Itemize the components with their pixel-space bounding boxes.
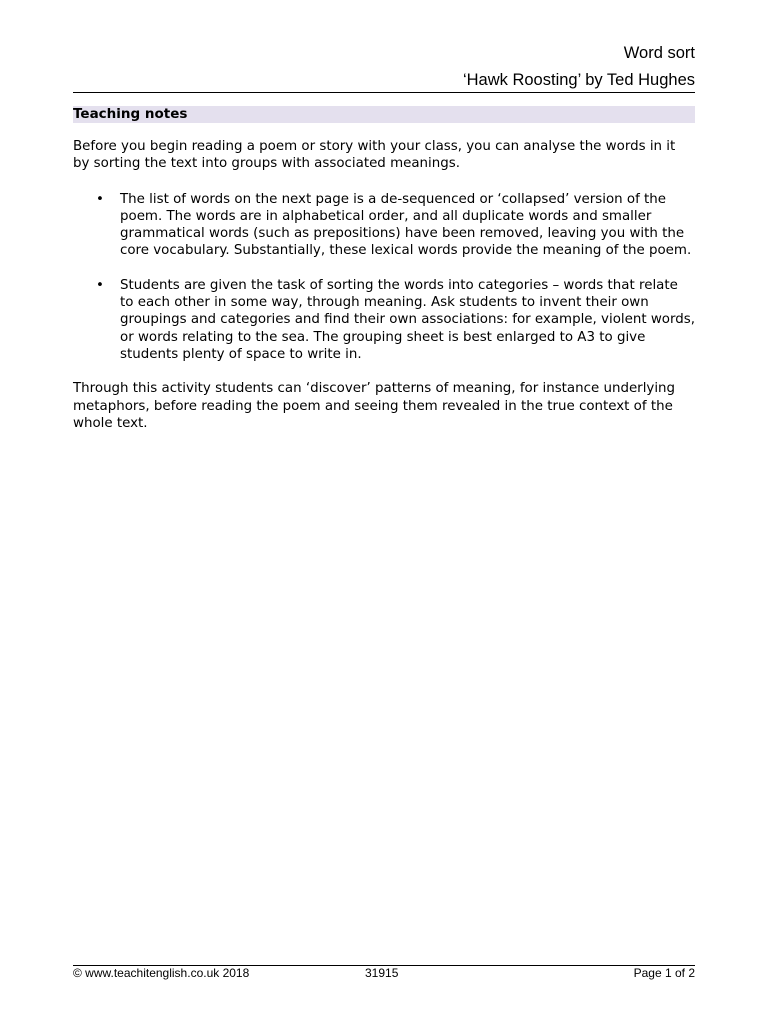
list-item (73, 277, 695, 363)
copyright-link[interactable]: © www.teachitenglish.co.uk 2018 (73, 966, 250, 980)
list-item-text: The list of words on the next page is a de-sequenced or ‘collapsed’ version of the poem. The words are in alphabetical order, and all duplicate words and smaller grammatical words (such as prepositions) have been removed, leaving you with the core vocabulary. Substantially, these lexical words provide the meaning of the poem. (120, 191, 692, 259)
list-item-text: Students are given the task of sorting the words into categories – words that relate to each other in some way, through meaning. Ask students to invent their own groupings and categories and find their own associations: for example, violent words, or words relating to the sea. The grouping sheet is best enlarged to A3 to give students plenty of space to write in. (120, 277, 695, 362)
resource-code: 31915 (365, 966, 399, 980)
page-number: Page 1 of 2 (633, 966, 695, 980)
header-divider (73, 92, 695, 93)
teaching-notes-body (73, 138, 695, 432)
closing-paragraph: Through this activity students can ‘discover’ patterns of meaning, for instance underlying metaphors, before reading the poem and seeing them revealed in the true context of the whole text. (73, 381, 676, 431)
bullet-dot-icon: • (96, 191, 104, 207)
document-subtitle: ‘Hawk Roosting’ by Ted Hughes (462, 71, 695, 89)
notes-bullet-list (73, 191, 695, 364)
document-header (73, 40, 695, 94)
intro-paragraph: Before you begin reading a poem or story with your class, you can analyse the words in it by sorting the text into groups with associated meanings. (73, 139, 676, 172)
section-heading: Teaching notes (73, 106, 188, 122)
bullet-dot-icon: • (96, 277, 104, 293)
list-item (73, 191, 695, 260)
document-type-title: Word sort (623, 44, 695, 62)
